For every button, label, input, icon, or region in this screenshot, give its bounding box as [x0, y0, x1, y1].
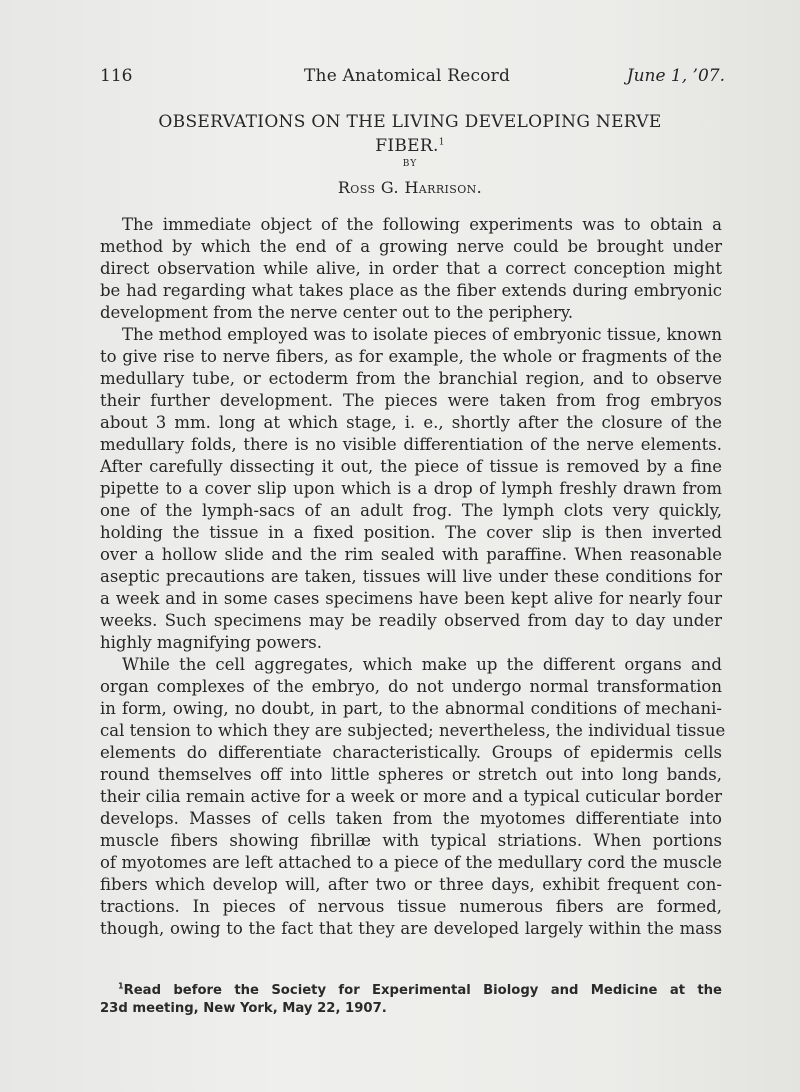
page-number: 116 [100, 66, 133, 86]
text-line: While the cell aggregates, which make up the different organs and [122, 655, 722, 674]
article-title-line-2 [100, 134, 720, 158]
text-line: though, owing to the fact that they are developed largely within the mass [100, 919, 722, 938]
text-line: development from the nerve center out to the periphery. [100, 303, 574, 322]
text-line: pipette to a cover slip upon which is a drop of lymph freshly drawn from [100, 479, 722, 498]
paragraph-3 [100, 654, 726, 940]
text-line: fibers which develop will, after two or three days, exhibit frequent con- [100, 875, 722, 894]
text-line: to give rise to nerve fibers, as for example, the whole or fragments of the [100, 347, 722, 366]
issue-date: June 1, ’07. [626, 66, 725, 86]
article-title [100, 110, 720, 158]
article-title-line-2-text: FIBER. [375, 136, 439, 156]
text-line: cal tension to which they are subjected; nevertheless, the individual tissue [100, 721, 726, 740]
byline-by: BY [402, 159, 418, 169]
text-line: The immediate object of the following experiments was to obtain a [122, 215, 722, 234]
article-title-line-1: OBSERVATIONS ON THE LIVING DEVELOPING NERVE [158, 112, 662, 132]
text-line: muscle fibers showing fibrillæ with typical striations. When portions [100, 831, 722, 850]
text-line: medullary folds, there is no visible differentiation of the nerve elements. [100, 435, 722, 454]
article-body [100, 214, 726, 940]
text-line: weeks. Such specimens may be readily observed from day to day under [100, 611, 722, 630]
author-name: Ross G. Harrison. [337, 178, 483, 197]
text-line: their further development. The pieces were taken from frog embryos [100, 391, 722, 410]
text-line: method by which the end of a growing nerve could be brought under [100, 237, 722, 256]
paragraph-2 [100, 324, 722, 654]
text-line: highly magnifying powers. [100, 633, 323, 652]
footnote [100, 982, 722, 1018]
text-line: over a hollow slide and the rim sealed with paraffine. When reasonable [100, 545, 722, 564]
text-line: in form, owing, no doubt, in part, to the abnormal conditions of mechani- [100, 699, 722, 718]
text-line: elements do differentiate characteristically. Groups of epidermis cells [100, 743, 722, 762]
paragraph-1 [100, 214, 722, 324]
text-line: organ complexes of the embryo, do not undergo normal transformation [100, 677, 722, 696]
text-line: be had regarding what takes place as the fiber extends during embryonic [100, 281, 722, 300]
text-line: aseptic precautions are taken, tissues will live under these conditions for [100, 567, 722, 586]
text-line: medullary tube, or ectoderm from the branchial region, and to observe [100, 369, 722, 388]
text-line: their cilia remain active for a week or more and a typical cuticular border [100, 787, 722, 806]
text-line: direct observation while alive, in order that a correct conception might [100, 259, 722, 278]
text-line: one of the lymph-sacs of an adult frog. The lymph clots very quickly, [100, 501, 722, 520]
text-line: of myotomes are left attached to a piece of the medullary cord the muscle [100, 853, 722, 872]
text-line: round themselves off into little spheres or stretch out into long bands, [100, 765, 722, 784]
footnote-reference: 1 [438, 137, 445, 148]
footnote-line-2: 23d meeting, New York, May 22, 1907. [100, 1001, 387, 1016]
text-line: tractions. In pieces of nervous tissue numerous fibers are formed, [100, 897, 722, 916]
running-head [100, 64, 725, 88]
text-line: holding the tissue in a fixed position. The cover slip is then inverted [100, 523, 722, 542]
footnote-line-1-text: Read before the Society for Experimental Biology and Medicine at the [123, 983, 722, 998]
text-line: After carefully dissecting it out, the piece of tissue is removed by a fine [100, 457, 722, 476]
footnote-line-1 [100, 982, 722, 1000]
text-line: about 3 mm. long at which stage, i. e., shortly after the closure of the [100, 413, 722, 432]
text-line: a week and in some cases specimens have been kept alive for nearly four [100, 589, 722, 608]
text-line: The method employed was to isolate pieces of embryonic tissue, known [122, 325, 722, 344]
journal-title: The Anatomical Record [304, 66, 511, 86]
footnote-marker: 1 [118, 981, 124, 991]
text-line: develops. Masses of cells taken from the myotomes differentiate into [100, 809, 722, 828]
